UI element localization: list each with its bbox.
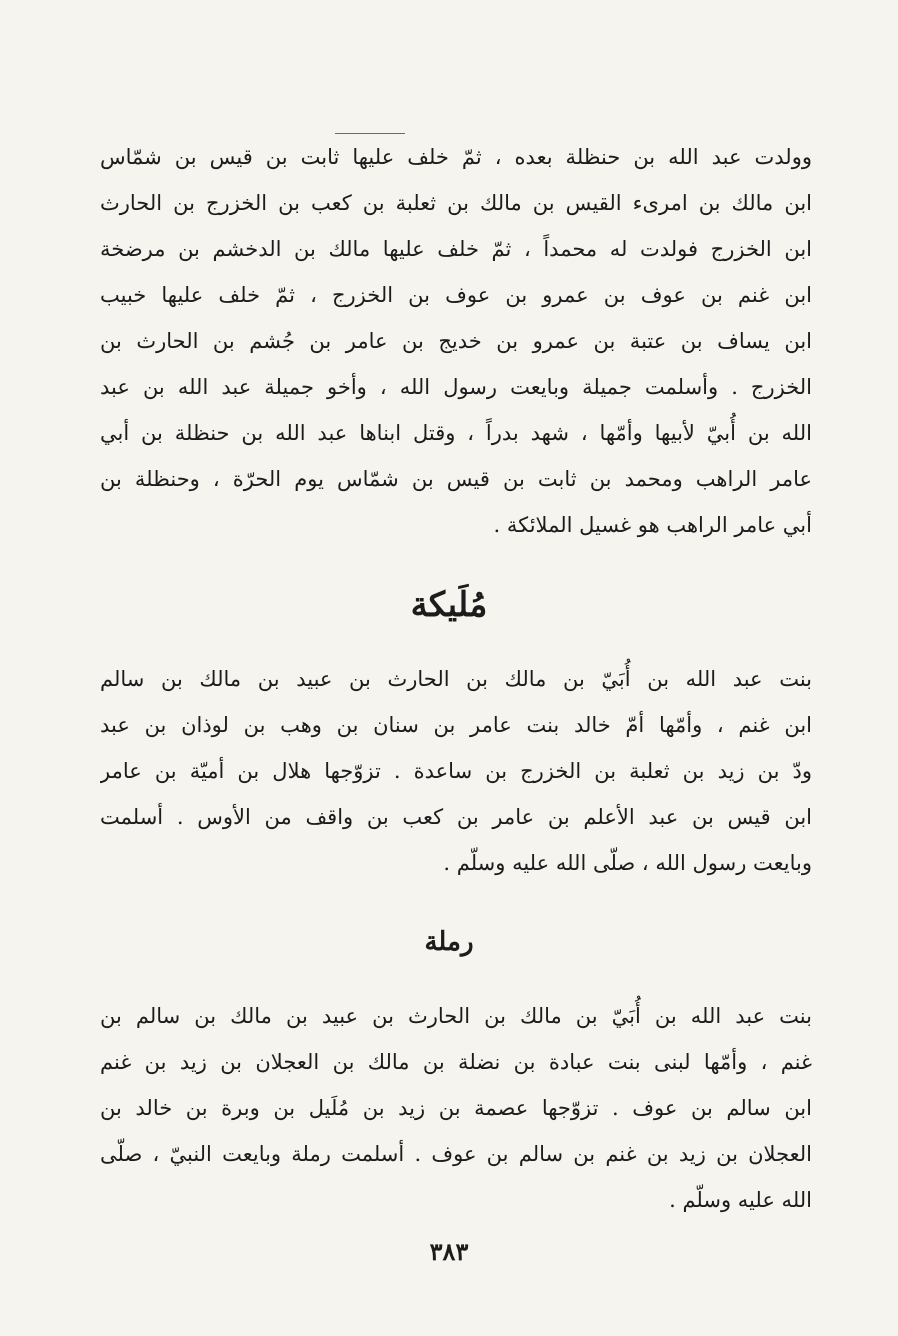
text-line: ابن قيس بن عبد الأعلم بن عامر بن كعب بن واقف من الأوس . أسلمت [100,805,812,829]
text-line: الخزرج . وأسلمت جميلة وبايعت رسول الله ، وأخو جميلة عبد الله بن عبد [100,375,812,399]
page-number: ٣٨٣ [429,1237,469,1266]
text-line: بنت عبد الله بن أُبَيّ بن مالك بن الحارث بن عبيد بن مالك بن سالم [100,667,812,691]
section-heading-ramla: رملة [424,927,474,957]
text-line: وولدت عبد الله بن حنظلة بعده ، ثمّ خلف عليها ثابت بن قيس بن شمّاس [100,145,812,169]
text-line: وبايعت رسول الله ، صلّى الله عليه وسلّم . [443,851,812,875]
text-line: ابن الخزرج فولدت له محمداً ، ثمّ خلف عليها مالك بن الدخشم بن مرضخة [100,237,812,261]
text-line: ابن سالم بن عوف . تزوّجها عصمة بن زيد بن مُلَيل بن وبرة بن خالد بن [100,1096,812,1120]
text-line: ودّ بن زيد بن ثعلبة بن الخزرج بن ساعدة . تزوّجها هلال بن أميّة بن عامر [100,759,812,783]
text-line: أبي عامر الراهب هو غسيل الملائكة . [493,513,812,537]
section-heading-mulaika: مُلَيكة [410,585,488,625]
paragraph-jamila-continuation [100,134,812,548]
text-line: الله عليه وسلّم . [669,1188,812,1212]
text-line: عامر الراهب ومحمد بن ثابت بن قيس بن شمّاس يوم الحرّة ، وحنظلة بن [100,467,812,491]
paragraph-mulaika [100,656,812,886]
text-line: ابن يساف بن عتبة بن عمرو بن خديج بن عامر بن جُشم بن الحارث بن [100,329,812,353]
text-line: العجلان بن زيد بن غنم بن سالم بن عوف . أسلمت رملة وبايعت النبيّ ، صلّى [100,1142,812,1166]
text-line: بنت عبد الله بن أُبَيّ بن مالك بن الحارث بن عبيد بن مالك بن سالم بن [100,1004,812,1028]
text-line: ابن مالك بن امرىء القيس بن مالك بن ثعلبة بن كعب بن الخزرج بن الحارث [100,191,812,215]
text-line: ابن غنم بن عوف بن عمرو بن عوف بن الخزرج ، ثمّ خلف عليها خبيب [100,283,812,307]
paragraph-ramla [100,993,812,1223]
text-line: غنم ، وأمّها لبنى بنت عبادة بن نضلة بن مالك بن العجلان بن زيد بن غنم [100,1050,812,1074]
text-line: ابن غنم ، وأمّها أمّ خالد بنت عامر بن سنان بن وهب بن لوذان بن عبد [100,713,812,737]
text-line: الله بن أُبيّ لأبيها وأمّها ، شهد بدراً ، وقتل ابناها عبد الله بن حنظلة بن أبي [100,421,812,445]
